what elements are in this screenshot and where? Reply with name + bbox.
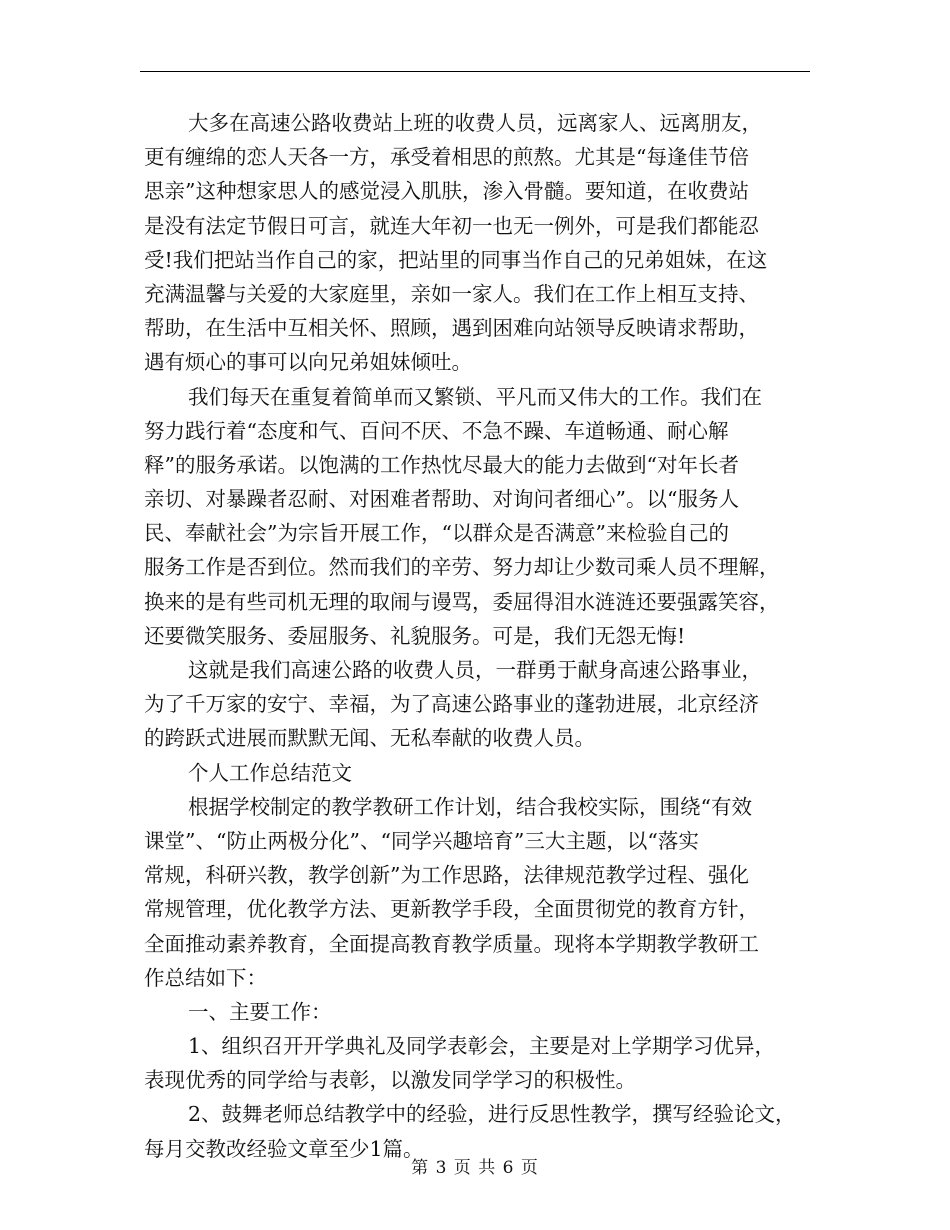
text-line: 更有缠绵的恋人天各一方，承受着相思的煎熬。尤其是“每逢佳节倍 — [144, 145, 749, 170]
text-line: 是没有法定节假日可言，就连大年初一也无一例外，可是我们都能忍 — [144, 213, 759, 238]
text-line: 全面推动素养教育，全面提高教育教学质量。现将本学期教学教研工 — [144, 931, 759, 956]
text-line: 亲切、对暴躁者忍耐、对困难者帮助、对询问者细心”。以“服务人 — [144, 487, 739, 512]
text-line: 这就是我们高速公路的收费人员，一群勇于献身高速公路事业， — [188, 658, 762, 682]
text-line: 遇有烦心的事可以向兄弟姐妹倾吐。 — [144, 350, 472, 375]
text-line: 根据学校制定的教学教研工作计划，结合我校实际，围绕“有效 — [188, 794, 752, 819]
text-line: 一、主要工作： — [188, 999, 332, 1024]
text-line: 服务工作是否到位。然而我们的辛劳、努力却让少数司乘人员不理解， — [144, 555, 780, 580]
text-line: 换来的是有些司机无理的取闹与谩骂，委屈得泪水涟涟还要强露笑容， — [144, 589, 780, 614]
text-line: 个人工作总结范文 — [188, 760, 352, 785]
text-line: 的跨跃式进展而默默无闻、无私奉献的收费人员。 — [144, 726, 595, 751]
text-line: 释”的服务承诺。以饱满的工作热忱尽最大的能力去做到“对年长者 — [144, 452, 739, 477]
page-number: 第 3 页 共 6 页 — [411, 1158, 539, 1178]
text-line: 还要微笑服务、委屈服务、礼貌服务。可是，我们无怨无悔! — [144, 623, 686, 648]
text-line: 大多在高速公路收费站上班的收费人员，远离家人、远离朋友， — [188, 111, 762, 135]
text-line: 受!我们把站当作自己的家，把站里的同事当作自己的兄弟姐妹，在这 — [144, 247, 768, 272]
text-line: 常规，科研兴教，教学创新”为工作思路，法律规范教学过程、强化 — [144, 863, 749, 888]
text-line: 思亲”这种想家思人的感觉浸入肌肤，渗入骨髓。要知道，在收费站 — [144, 179, 749, 204]
text-line: 每月交教改经验文章至少1篇。 — [144, 1136, 424, 1161]
text-line: 课堂”、“防止两极分化”、“同学兴趣培育”三大主题，以“落实 — [144, 828, 699, 853]
text-line: 民、奉献社会”为宗旨开展工作，“以群众是否满意”来检验自己的 — [144, 521, 729, 546]
document-body — [144, 106, 816, 1166]
text-line: 努力践行着“态度和气、百问不厌、不急不躁、车道畅通、耐心解 — [144, 418, 729, 443]
text-line: 表现优秀的同学给与表彰，以激发同学学习的积极性。 — [144, 1068, 636, 1093]
text-line: 为了千万家的安宁、幸福，为了高速公路事业的蓬勃进展，北京经济 — [144, 692, 759, 717]
header-rule — [140, 71, 810, 72]
text-line: 常规管理，优化教学方法、更新教学手段，全面贯彻党的教育方针， — [144, 897, 759, 922]
text-line: 1、组织召开开学典礼及同学表彰会，主要是对上学期学习优异， — [188, 1034, 776, 1059]
text-line: 充满温馨与关爱的大家庭里，亲如一家人。我们在工作上相互支持、 — [144, 281, 759, 306]
text-line: 我们每天在重复着简单而又繁锁、平凡而又伟大的工作。我们在 — [188, 384, 762, 409]
text-line: 2、鼓舞老师总结教学中的经验，进行反思性教学，撰写经验论文， — [188, 1102, 796, 1127]
text-line: 作总结如下： — [144, 965, 267, 990]
text-line: 帮助，在生活中互相关怀、照顾，遇到困难向站领导反映请求帮助， — [144, 316, 759, 341]
